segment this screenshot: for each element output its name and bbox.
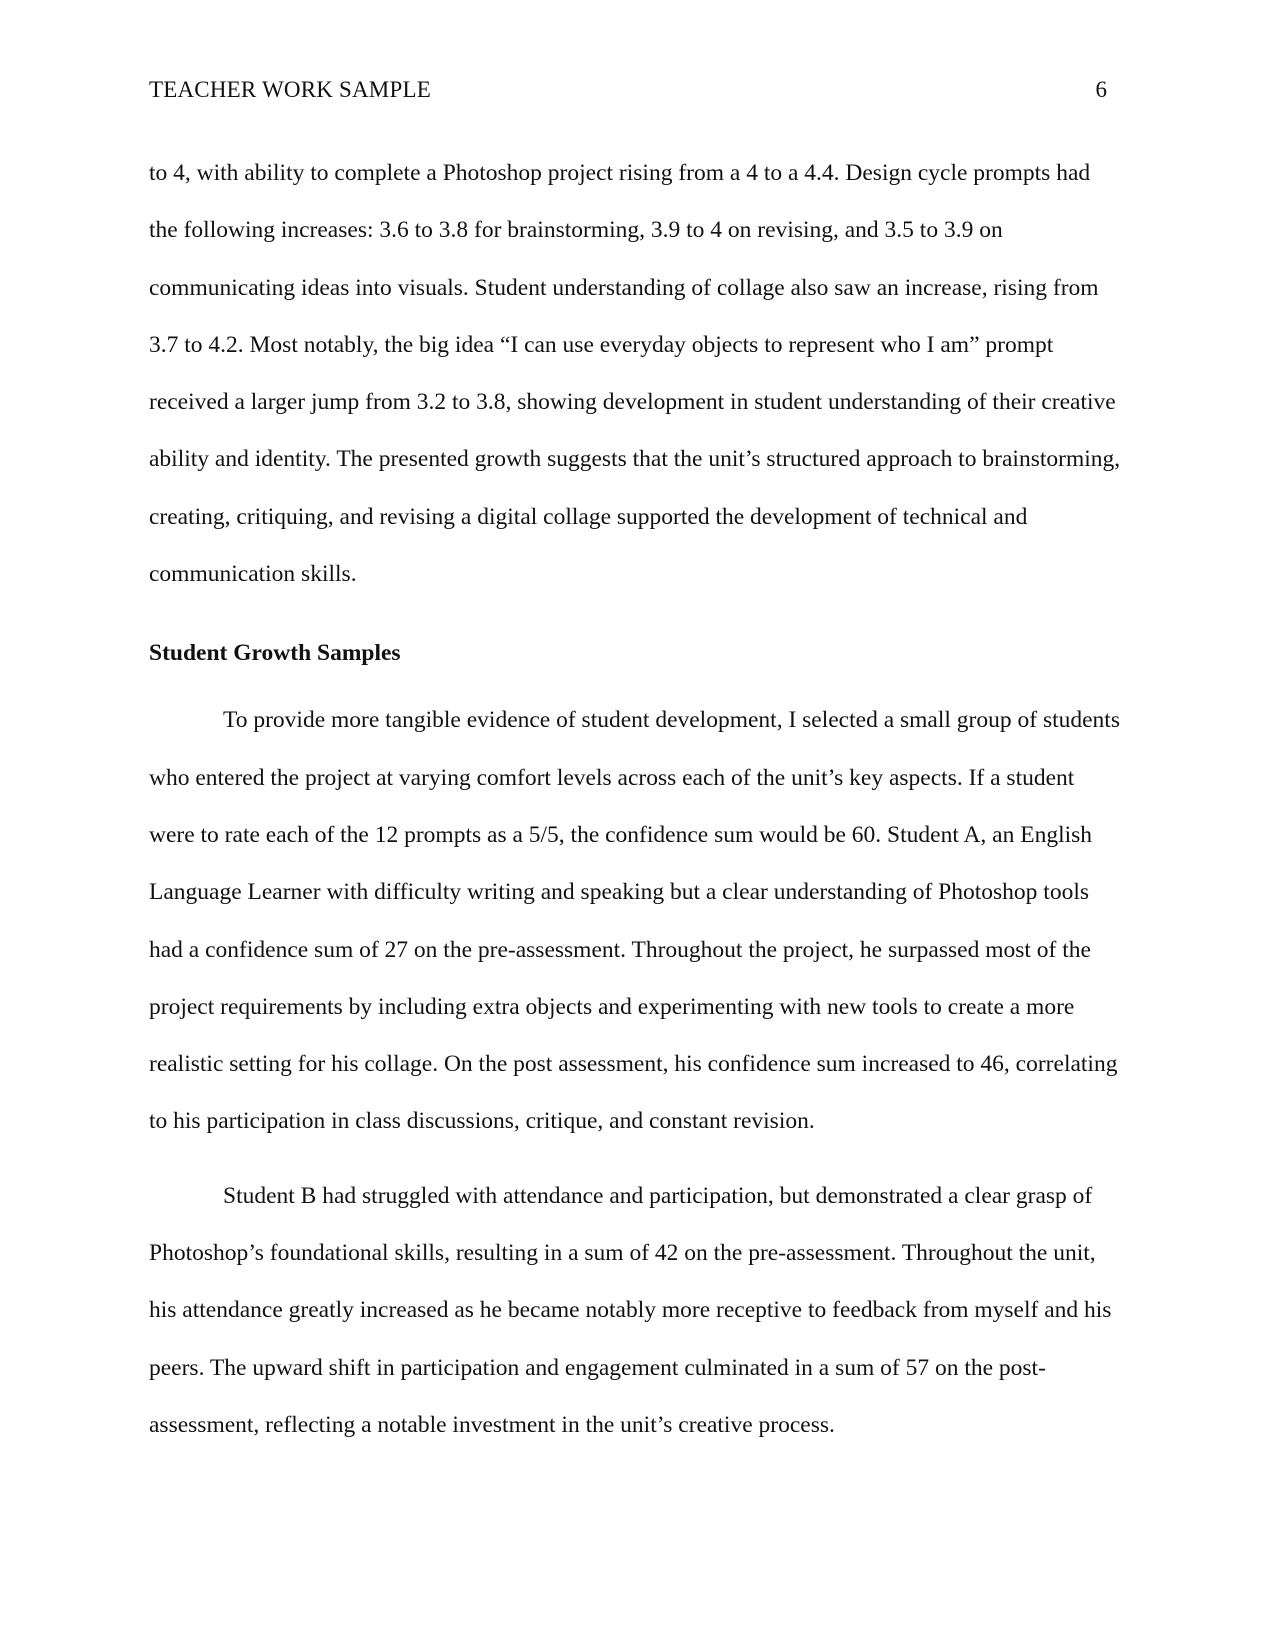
paragraph-gap xyxy=(149,603,1124,620)
body-text xyxy=(149,145,1124,1454)
paragraph-gap xyxy=(149,1151,1124,1168)
paragraph-student-a: To provide more tangible evidence of student development, I selected a small group of students who entered the project at varying comfort levels across each of the unit’s key aspects. If a student were to rate each of the 12 prompts as a 5/5, the confidence sum would be 60. Student A, an English Language Learner with difficulty writing and speaking but a clear understanding of Photoshop tools had a confidence sum of 27 on the pre-assessment. Throughout the project, he surpassed most of the project requirements by including extra objects and experimenting with new tools to create a more realistic setting for his collage. On the post assessment, his confidence sum increased to 46, correlating to his participation in class discussions, critique, and constant revision. xyxy=(149,707,1120,1135)
running-head: TEACHER WORK SAMPLE xyxy=(149,77,431,102)
paragraph-results-continued: to 4, with ability to complete a Photoshop project rising from a 4 to a 4.4. Design cycle prompts had the following increases: 3.6 to 3.8 for brainstorming, 3.9 to 4 on revising, and 3.5 to 3.9 on communicating ideas into visuals. Student understanding of collage also saw an increase, rising from 3.7 to 4.2. Most notably, the big idea “I can use everyday objects to represent who I am” prompt received a larger jump from 3.2 to 3.8, showing development in student understanding of their creative ability and identity. The presented growth suggests that the unit’s structured approach to brainstorming, creating, critiquing, and revising a digital collage supported the development of technical and communication skills. xyxy=(149,160,1121,588)
page-number: 6 xyxy=(1095,77,1107,102)
paragraph-student-b: Student B had struggled with attendance and participation, but demonstrated a clear grasp of Photoshop’s foundational skills, resulting in a sum of 42 on the pre-assessment. Throughout the unit, his attendance greatly increased as he became notably more receptive to feedback from myself and his peers. The upward shift in participation and engagement culminated in a sum of 57 on the post-assessment, reflecting a notable investment in the unit’s creative process. xyxy=(149,1182,1112,1438)
section-heading: Student Growth Samples xyxy=(149,640,401,667)
